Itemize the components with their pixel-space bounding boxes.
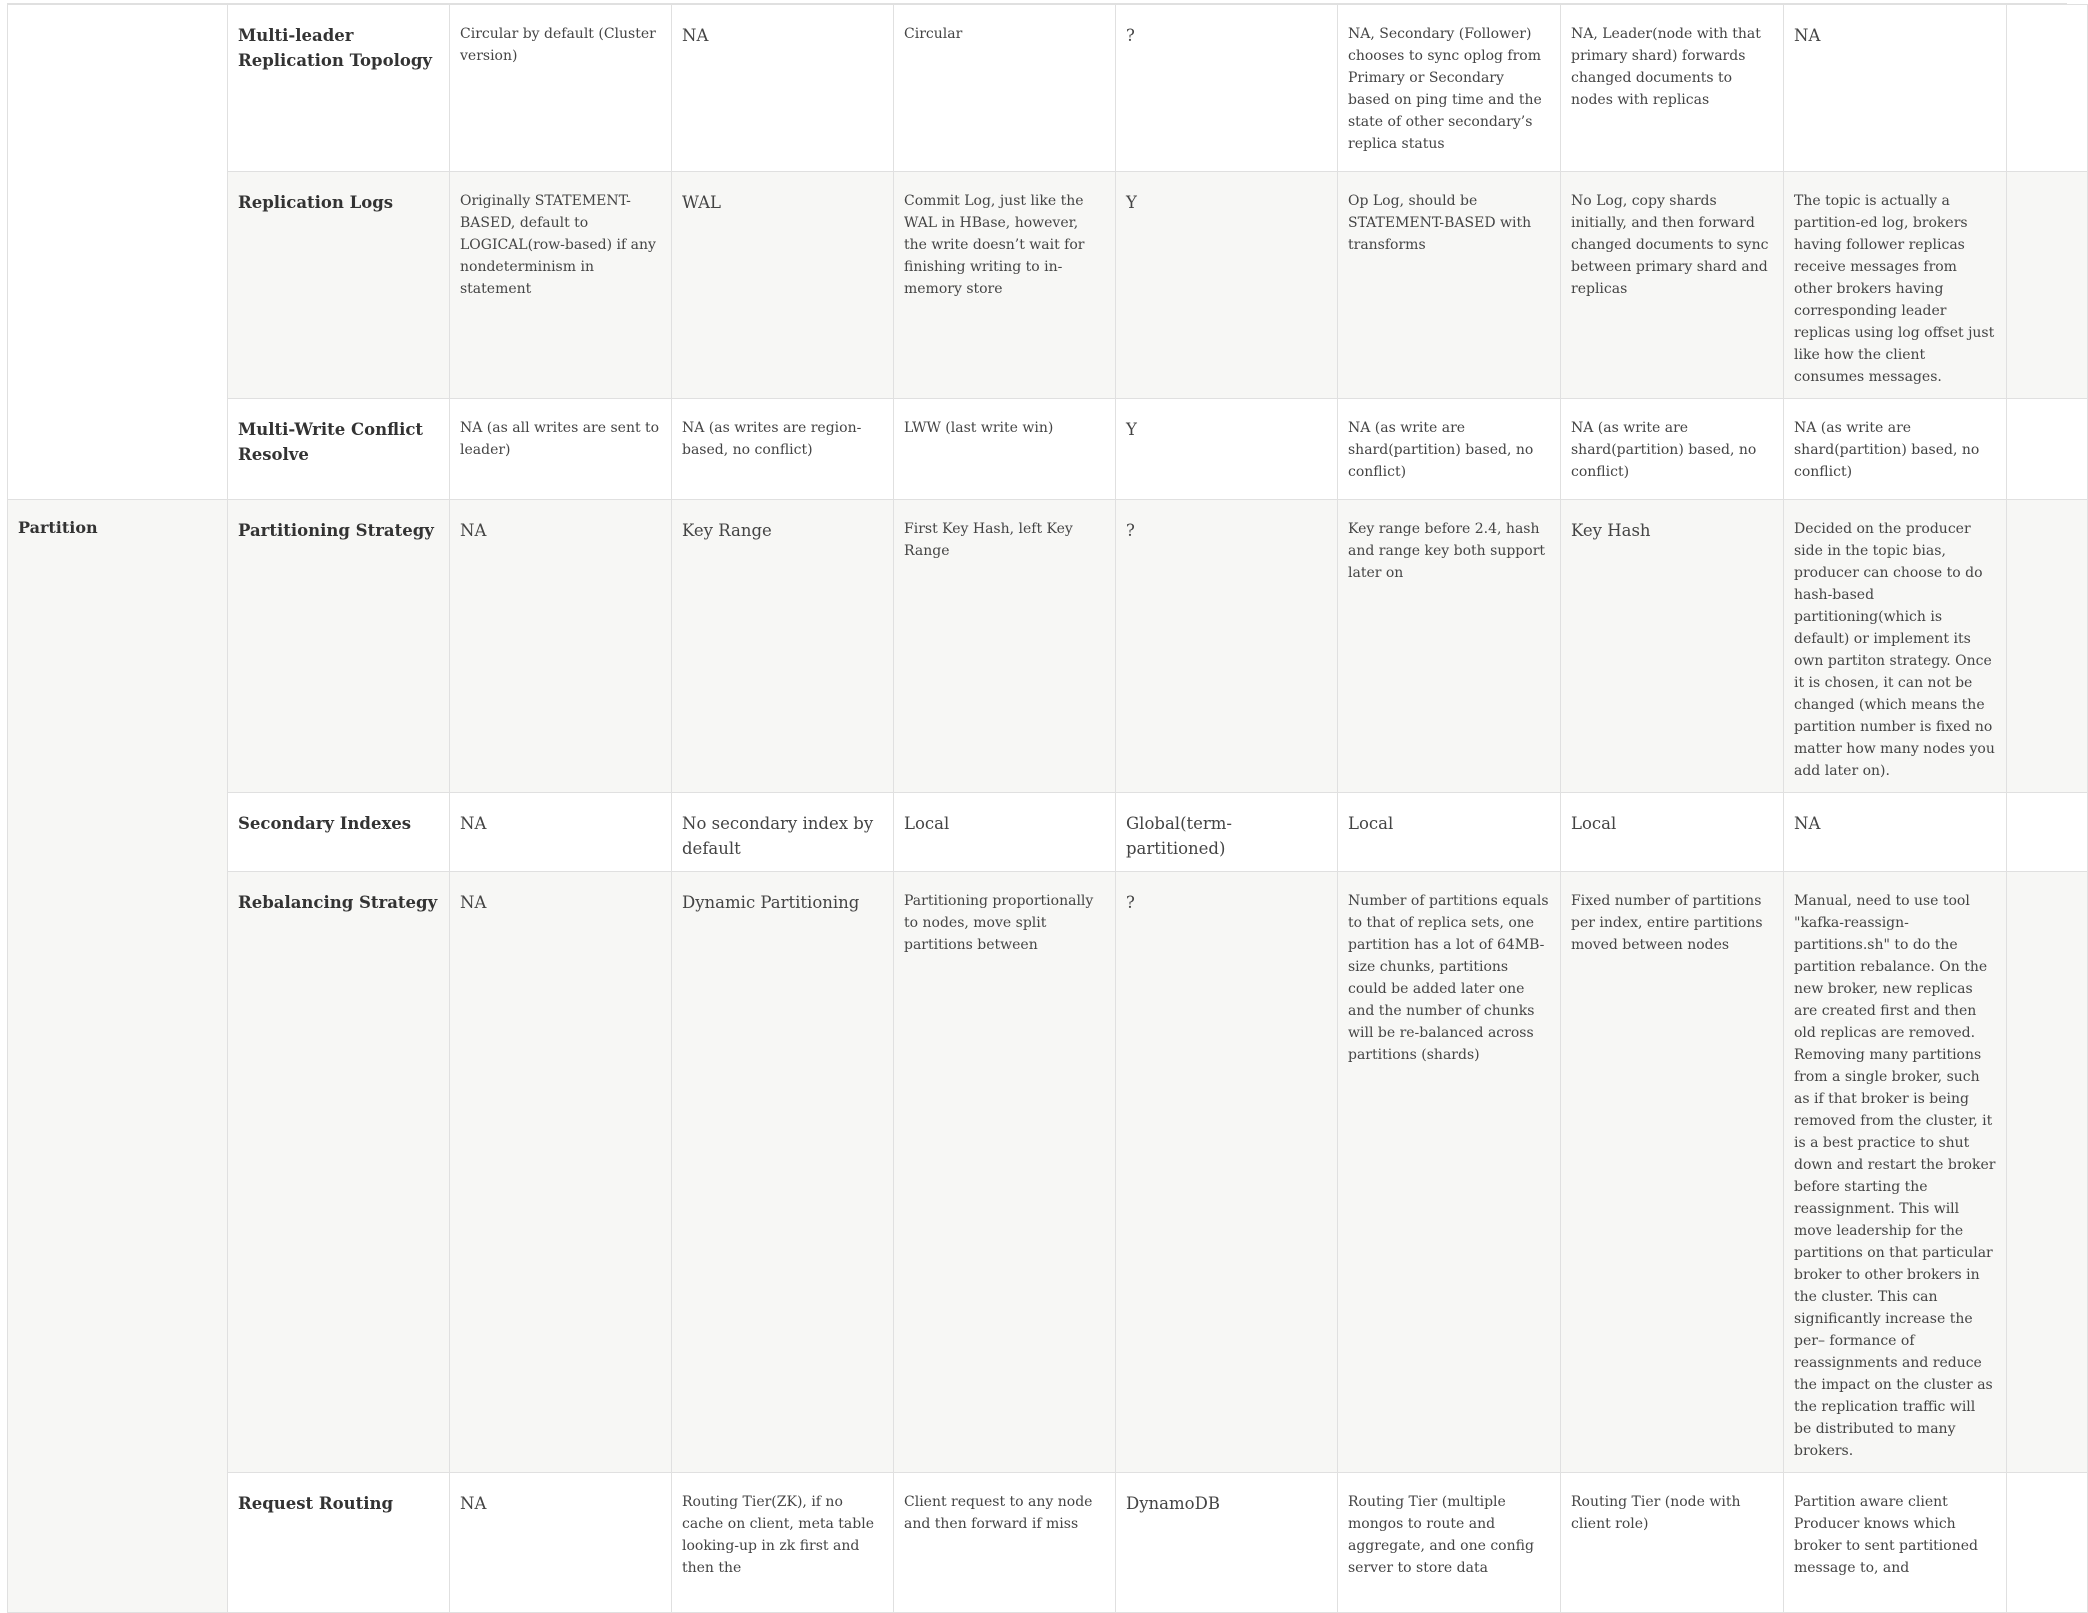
- table-cell: Originally STATEMENT-BASED, default to LOGICAL(row-based) if any nondeterminism in statement: [450, 172, 672, 399]
- table-cell: Y: [1116, 399, 1338, 500]
- table-cell: The topic is actually a partition-ed log, brokers having follower replicas receive messages from other brokers having corresponding leader replicas using log offset just like how the client consumes messages.: [1784, 172, 2007, 399]
- section-label-partition: Partition: [8, 500, 228, 1613]
- table-cell: NA, Leader(node with that primary shard) forwards changed documents to nodes with replicas: [1561, 5, 1784, 172]
- table-row: [8, 399, 2088, 500]
- table-row: [8, 872, 2088, 1473]
- table-cell: Local: [1338, 793, 1561, 872]
- table-row: [8, 1473, 2088, 1613]
- table-cell: NA: [450, 500, 672, 793]
- table-row: [8, 793, 2088, 872]
- table-cell: Op Log, should be STATEMENT-BASED with transforms: [1338, 172, 1561, 399]
- table-cell: Decided on the producer side in the topic bias, producer can choose to do hash-based partitioning(which is default) or implement its own partiton strategy. Once it is chosen, it can not be changed (which means the partition number is fixed no matter how many nodes you add later on).: [1784, 500, 2007, 793]
- section-cell-replication: [8, 5, 228, 500]
- row-label: Secondary Indexes: [228, 793, 450, 872]
- table-cell: DynamoDB: [1116, 1473, 1338, 1613]
- table-cell: Global(term-partitioned): [1116, 793, 1338, 872]
- table-cell: First Key Hash, left Key Range: [894, 500, 1116, 793]
- table-cell: NA (as write are shard(partition) based, no conflict): [1784, 399, 2007, 500]
- table-cell: Dynamic Partitioning: [672, 872, 894, 1473]
- table-row: [8, 5, 2088, 172]
- table-cell: Routing Tier (multiple mongos to route and aggregate, and one config server to store data: [1338, 1473, 1561, 1613]
- table-cell: NA (as write are shard(partition) based, no conflict): [1338, 399, 1561, 500]
- table-cell: NA: [672, 5, 894, 172]
- table-cell: Circular: [894, 5, 1116, 172]
- row-label: Request Routing: [228, 1473, 450, 1613]
- table-cell: No secondary index by default: [672, 793, 894, 872]
- table-cell: Commit Log, just like the WAL in HBase, however, the write doesn’t wait for finishing writing to in-memory store: [894, 172, 1116, 399]
- row-label: Replication Logs: [228, 172, 450, 399]
- table-cell: No Log, copy shards initially, and then forward changed documents to sync between primary shard and replicas: [1561, 172, 1784, 399]
- table-cell: Key Hash: [1561, 500, 1784, 793]
- table-cell: ?: [1116, 500, 1338, 793]
- table-cell: Partition aware client Producer knows which broker to sent partitioned message to, and: [1784, 1473, 2007, 1613]
- table-cell: NA (as writes are region-based, no conflict): [672, 399, 894, 500]
- table-cell: Circular by default (Cluster version): [450, 5, 672, 172]
- table-cell-overflow: [2007, 172, 2088, 399]
- row-label: Multi-Write Conflict Resolve: [228, 399, 450, 500]
- table-cell: Key Range: [672, 500, 894, 793]
- table-cell: Partitioning proportionally to nodes, move split partitions between: [894, 872, 1116, 1473]
- table-cell: Routing Tier (node with client role): [1561, 1473, 1784, 1613]
- table-cell: Local: [894, 793, 1116, 872]
- table-cell: NA: [450, 793, 672, 872]
- table-cell: Y: [1116, 172, 1338, 399]
- table-cell-overflow: [2007, 872, 2088, 1473]
- table-cell: Number of partitions equals to that of replica sets, one partition has a lot of 64MB-size chunks, partitions could be added later one and the number of chunks will be re-balanced across partitions (shards): [1338, 872, 1561, 1473]
- table-cell: ?: [1116, 872, 1338, 1473]
- table-cell-overflow: [2007, 5, 2088, 172]
- row-label: Multi-leader Replication Topology: [228, 5, 450, 172]
- table-cell-overflow: [2007, 793, 2088, 872]
- table-cell: NA: [1784, 793, 2007, 872]
- table-cell: Local: [1561, 793, 1784, 872]
- table-cell: LWW (last write win): [894, 399, 1116, 500]
- row-label: Rebalancing Strategy: [228, 872, 450, 1473]
- table-row: [8, 500, 2088, 793]
- table-cell: NA: [450, 872, 672, 1473]
- table-cell: WAL: [672, 172, 894, 399]
- table-cell: Client request to any node and then forward if miss: [894, 1473, 1116, 1613]
- table-cell: NA (as all writes are sent to leader): [450, 399, 672, 500]
- table-row: [8, 172, 2088, 399]
- table-cell: NA, Secondary (Follower) chooses to sync oplog from Primary or Secondary based on ping time and the state of other secondary’s replica status: [1338, 5, 1561, 172]
- table-cell: ?: [1116, 5, 1338, 172]
- table-cell: Fixed number of partitions per index, entire partitions moved between nodes: [1561, 872, 1784, 1473]
- comparison-table: [7, 4, 2088, 1613]
- table-cell: NA (as write are shard(partition) based, no conflict): [1561, 399, 1784, 500]
- table-cell-overflow: [2007, 1473, 2088, 1613]
- table-cell: Routing Tier(ZK), if no cache on client, meta table looking-up in zk first and then the: [672, 1473, 894, 1613]
- table-cell-overflow: [2007, 500, 2088, 793]
- table-cell: Key range before 2.4, hash and range key both support later on: [1338, 500, 1561, 793]
- table-cell: NA: [1784, 5, 2007, 172]
- table-cell: NA: [450, 1473, 672, 1613]
- table-cell-overflow: [2007, 399, 2088, 500]
- row-label: Partitioning Strategy: [228, 500, 450, 793]
- table-cell: Manual, need to use tool "kafka-reassign-partitions.sh" to do the partition rebalance. On the new broker, new replicas are created first and then old replicas are removed. Removing many partitions from a single broker, such as if that broker is being removed from the cluster, it is a best practice to shut down and restart the broker before starting the reassignment. This will move leadership for the partitions on that particular broker to other brokers in the cluster. This can significantly increase the per– formance of reassignments and reduce the impact on the cluster as the replication traffic will be distributed to many brokers.: [1784, 872, 2007, 1473]
